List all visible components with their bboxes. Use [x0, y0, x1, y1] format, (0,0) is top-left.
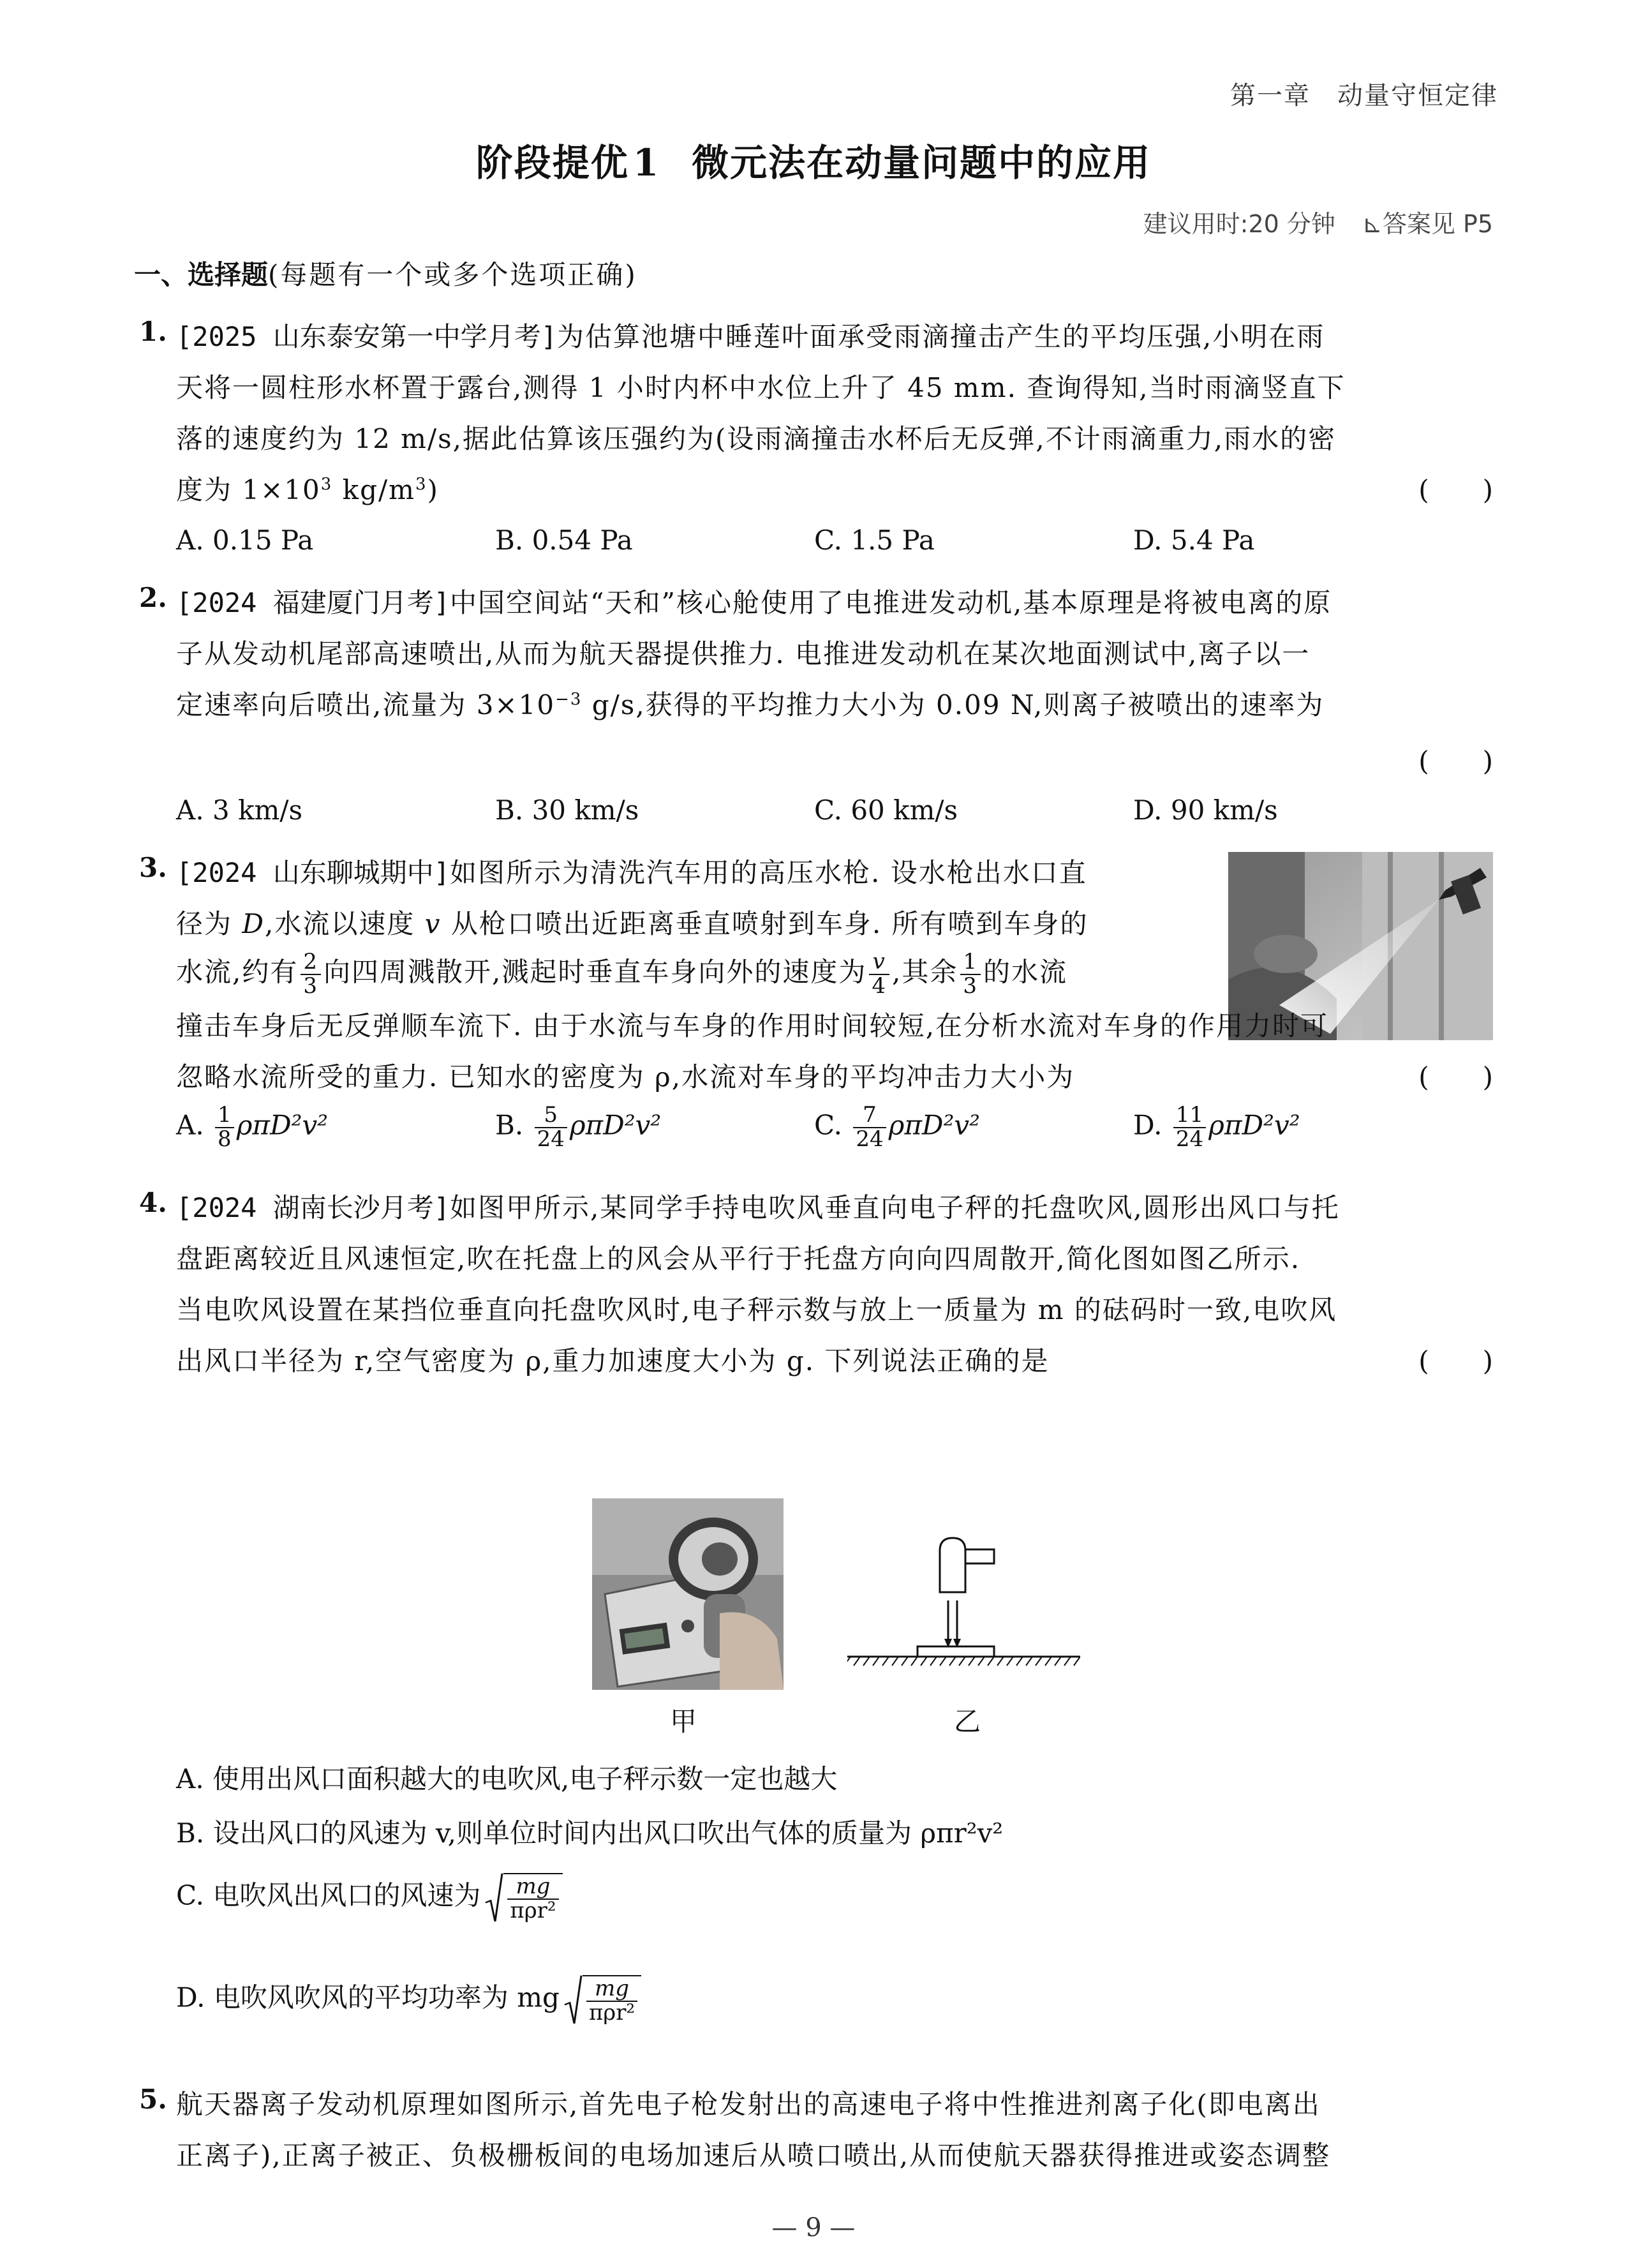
question-1-number: 1. — [139, 316, 167, 347]
section-heading: 一、选择题(每题有一个或多个选项正确) — [134, 259, 637, 290]
q4-source: [2024 湖南长沙月考] — [176, 1192, 450, 1223]
question-4-number: 4. — [139, 1187, 167, 1218]
meta-line — [1143, 204, 1493, 239]
q1-option-b[interactable]: B. 0.54 Pa — [495, 525, 633, 556]
q3-source: [2024 山东聊城期中] — [176, 857, 450, 888]
page-title — [0, 133, 1627, 186]
q1-option-a[interactable]: A. 0.15 Pa — [176, 525, 314, 556]
q2-option-d[interactable]: D. 90 km/s — [1133, 795, 1278, 826]
q4-line-3: 当电吹风设置在某挡位垂直向托盘吹风时,电子秤示数与放上一质量为 m 的砝码时一致,电吹风 — [176, 1294, 1337, 1325]
answer-icon: ⊾ — [1362, 210, 1383, 238]
q2-line-1: [2024 福建厦门月考]中国空间站“天和”核心舱使用了电推进发动机,基本原理是将被电离的原 — [176, 587, 1332, 618]
q3-line-4: 撞击车身后无反弹顺车流下. 由于水流与车身的作用时间较短,在分析水流对车身的作用力时可 — [176, 1010, 1329, 1041]
q1-answer-blank[interactable]: ( ) — [1418, 474, 1493, 505]
q3-option-b[interactable]: B. $\frac{5}{24}$ ρπD²v² — [495, 1102, 662, 1152]
q3-option-a[interactable]: A. $\frac{1}{8}$ ρπD²v² — [176, 1102, 329, 1152]
q3-answer-blank[interactable]: ( ) — [1418, 1061, 1493, 1093]
q4-option-d[interactable]: D. 电吹风吹风的平均功率为 mg $\frac{mg}{\text{πρr²}}$ — [176, 1975, 641, 2024]
hairdryer-diagram — [847, 1532, 1080, 1685]
answer-ref: 答案见 P5 — [1382, 210, 1493, 238]
section-note: (每题有一个或多个选项正确) — [268, 259, 637, 290]
sqrt-expression: $\frac{mg}{\text{πρr²}}$ — [484, 1873, 562, 1922]
title-number: 1 — [632, 141, 660, 184]
q3-option-c[interactable]: C. $\frac{7}{24}$ ρπD²v² — [814, 1102, 980, 1152]
question-2-number: 2. — [139, 582, 167, 613]
title-main: 微元法在动量问题中的应用 — [692, 141, 1152, 184]
q1-line-1: [2025 山东泰安第一中学月考]为估算池塘中睡莲叶面承受雨滴撞击产生的平均压强,小明在雨 — [176, 321, 1325, 352]
fraction-2-3: $\frac{2}{3}$ — [301, 951, 321, 997]
question-5-number: 5. — [139, 2084, 167, 2115]
q1-line-4: 度为 $1\times 10^3$ $kg/m^3$) — [176, 474, 439, 505]
q4-option-c[interactable]: C. 电吹风出风口的风速为 $\frac{mg}{\text{πρr²}}$ — [176, 1873, 563, 1922]
sqrt-expression: $\frac{mg}{\text{πρr²}}$ — [563, 1975, 641, 2024]
q1-line-2: 天将一圆柱形水杯置于露台,测得 1 小时内杯中水位上升了 45 mm. 查询得知,当时雨滴竖直下 — [176, 372, 1346, 403]
chapter-header: 第一章 动量守恒定律 — [1230, 81, 1498, 110]
q1-source: [2025 山东泰安第一中学月考] — [176, 321, 558, 352]
fraction-v-4: $\frac{v}{4}$ — [869, 951, 889, 997]
q1-line-3: 落的速度约为 12 m/s,据此估算该压强约为(设雨滴撞击水杯后无反弹,不计雨滴重力,雨水的密 — [176, 423, 1337, 454]
q3-line-1: [2024 山东聊城期中]如图所示为清洗汽车用的高压水枪. 设水枪出水口直 — [176, 857, 1087, 888]
q2-option-a[interactable]: A. 3 km/s — [176, 795, 303, 826]
q1-option-d[interactable]: D. 5.4 Pa — [1133, 525, 1255, 556]
q2-answer-blank[interactable]: ( ) — [1418, 745, 1493, 777]
q4-option-b[interactable]: B. 设出风口的风速为 v,则单位时间内出风口吹出气体的质量为 ρπr²v² — [176, 1817, 1004, 1849]
question-3-number: 3. — [139, 852, 167, 883]
figure-yi-caption: 乙 — [954, 1706, 981, 1737]
q4-line-4: 出风口半径为 r,空气密度为 ρ,重力加速度大小为 g. 下列说法正确的是 — [176, 1345, 1050, 1376]
hairdryer-photo — [592, 1498, 784, 1690]
q3-line-3: 水流,约有 $\frac{2}{3}$ 向四周溅散开,溅起时垂直车身向外的速度为 $\frac{v}{4}$ ,其余 $\frac{1}{3}$ 的水流 — [176, 949, 1068, 999]
q5-line-1: 航天器离子发动机原理如图所示,首先电子枪发射出的高速电子将中性推进剂离子化(即电离出 — [176, 2089, 1321, 2120]
q2-option-c[interactable]: C. 60 km/s — [814, 795, 958, 826]
q3-option-d[interactable]: D. $\frac{11}{24}$ ρπD²v² — [1133, 1102, 1300, 1152]
figure-jia-caption: 甲 — [670, 1706, 697, 1737]
q3-line-5: 忽略水流所受的重力. 已知水的密度为 ρ,水流对车身的平均冲击力大小为 — [176, 1061, 1075, 1093]
q4-answer-blank[interactable]: ( ) — [1418, 1345, 1493, 1376]
q2-line-3: 定速率向后喷出,流量为 $3\times 10^{-3}$ g/s,获得的平均推力大小为 0.09 N,则离子被喷出的速率为 — [176, 689, 1325, 720]
q3-line-2: 径为 D,水流以速度 v 从枪口喷出近距离垂直喷射到车身. 所有喷到车身的 — [176, 908, 1088, 939]
suggested-time: 建议用时:20 分钟 — [1143, 210, 1335, 238]
title-prefix: 阶段提优 — [475, 141, 629, 184]
fraction-1-3: $\frac{1}{3}$ — [960, 951, 981, 997]
q1-option-c[interactable]: C. 1.5 Pa — [814, 525, 935, 556]
page-number: — 9 — — [771, 2213, 856, 2242]
q4-line-2: 盘距离较近且风速恒定,吹在托盘上的风会从平行于托盘方向向四周散开,简化图如图乙所示. — [176, 1243, 1301, 1274]
q4-line-1: [2024 湖南长沙月考]如图甲所示,某同学手持电吹风垂直向电子秤的托盘吹风,圆形出风口与托 — [176, 1192, 1340, 1223]
q5-line-2: 正离子),正离子被正、负极栅板间的电场加速后从喷口喷出,从而使航天器获得推进或姿态调整 — [176, 2140, 1331, 2171]
q2-option-b[interactable]: B. 30 km/s — [495, 795, 639, 826]
q4-option-a[interactable]: A. 使用出风口面积越大的电吹风,电子秤示数一定也越大 — [176, 1763, 838, 1794]
q2-line-2: 子从发动机尾部高速喷出,从而为航天器提供推力. 电推进发动机在某次地面测试中,离子以一 — [176, 638, 1311, 669]
q2-source: [2024 福建厦门月考] — [176, 587, 450, 618]
